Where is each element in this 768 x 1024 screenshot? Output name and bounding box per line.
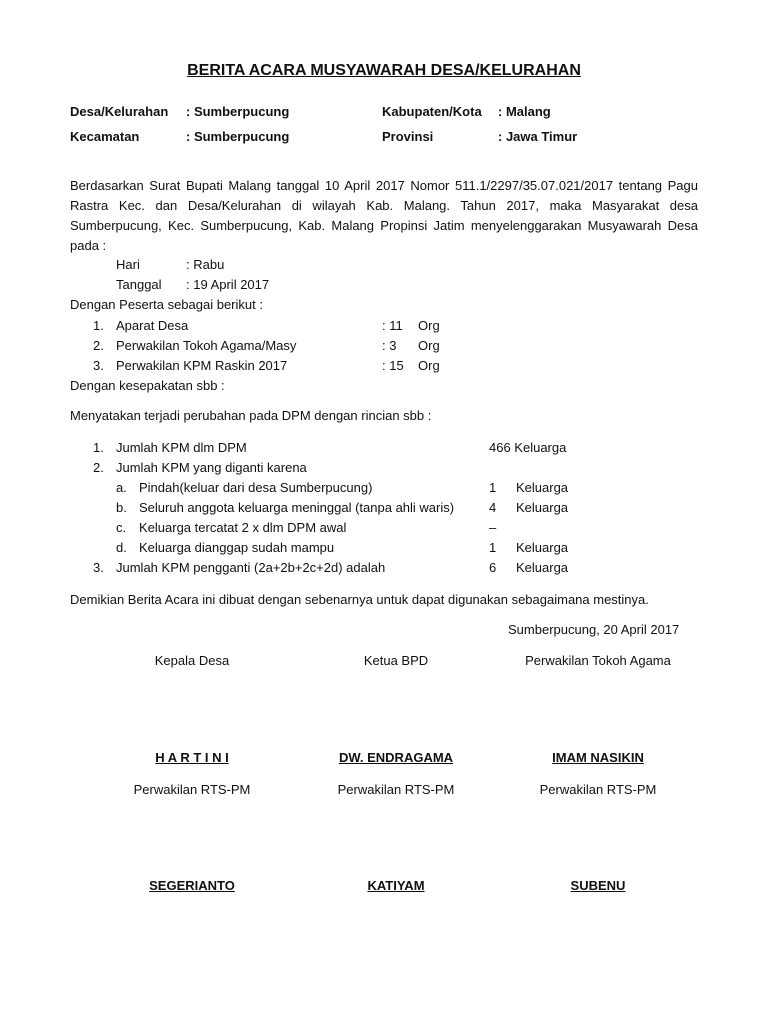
signatory-role: Perwakilan RTS-PM (133, 782, 251, 797)
signatory-name: SEGERIANTO (149, 878, 235, 893)
rincian-label: Jumlah KPM dlm DPM (116, 440, 247, 455)
peserta-unit: Org (418, 318, 440, 333)
peserta-label: Aparat Desa (116, 318, 189, 333)
peserta-label: Perwakilan KPM Raskin 2017 (116, 358, 288, 373)
hari-label: Hari (116, 257, 140, 272)
rincian-value: 6 (489, 560, 497, 575)
rincian-number: 2. (93, 460, 104, 475)
rincian-label: Jumlah KPM yang diganti karena (116, 460, 307, 475)
signatory-name: SUBENU (570, 878, 626, 893)
peserta-unit: Org (418, 358, 440, 373)
signatory-name: H A R T I N I (155, 750, 229, 765)
kabupaten-label: Kabupaten/Kota (382, 104, 482, 119)
provinsi-value: : Jawa Timur (498, 129, 578, 144)
sub-label: Pindah(keluar dari desa Sumberpucung) (139, 480, 373, 495)
kabupaten-value: : Malang (498, 104, 551, 119)
signatory-role: Perwakilan RTS-PM (539, 782, 657, 797)
sub-label: Keluarga dianggap sudah mampu (139, 540, 335, 555)
provinsi-label: Provinsi (382, 129, 434, 144)
signatory-name: KATIYAM (367, 878, 425, 893)
peserta-count: : 11 (382, 318, 403, 333)
peserta-number: 1. (93, 318, 104, 333)
rincian-label: Jumlah KPM pengganti (2a+2b+2c+2d) adalah (116, 560, 386, 575)
sub-value: – (489, 520, 497, 535)
tanggal-label: Tanggal (116, 277, 162, 292)
peserta-count: : 3 (382, 338, 397, 353)
peserta-label: Perwakilan Tokoh Agama/Masy (116, 338, 297, 353)
rincian-number: 1. (93, 440, 104, 455)
hari-value: : Rabu (186, 257, 225, 272)
sub-value: 1 (489, 540, 497, 555)
sub-unit: Keluarga (516, 540, 569, 555)
peserta-heading: Dengan Peserta sebagai berikut : (70, 297, 263, 312)
closing-statement: Demikian Berita Acara ini dibuat dengan sebenarnya untuk dapat digunakan sebagaimana mestinya. (70, 592, 649, 607)
signatory-name: IMAM NASIKIN (552, 750, 644, 765)
sub-number: a. (116, 480, 127, 495)
rincian-unit: Keluarga (516, 560, 569, 575)
peserta-count: : 15 (382, 358, 404, 373)
signatory-role: Perwakilan Tokoh Agama (525, 653, 671, 668)
kecamatan-label: Kecamatan (70, 129, 140, 144)
sub-number: b. (116, 500, 127, 515)
place-date: Sumberpucung, 20 April 2017 (508, 622, 680, 637)
tanggal-value: : 19 April 2017 (186, 277, 270, 292)
kecamatan-value: : Sumberpucung (186, 129, 290, 144)
rincian-number: 3. (93, 560, 104, 575)
kesepakatan-text: Dengan kesepakatan sbb : (70, 378, 225, 393)
sub-value: 4 (489, 500, 497, 515)
desa-label: Desa/Kelurahan (70, 104, 169, 119)
signatory-role: Perwakilan RTS-PM (337, 782, 455, 797)
intro-paragraph: Berdasarkan Surat Bupati Malang tanggal 10 April 2017 Nomor 511.1/2297/35.07.021/2017 tentang Pagu Rastra Kec. dan Desa/Kelurahan di wilayah Kab. Malang. Tahun 2017, maka Masyarakat desa Sumberpucung, Kec. Sumberpucung, Kab. Malang Propinsi Jatim menyelenggarakan Musyawarah Desa pada : (70, 178, 698, 253)
peserta-number: 3. (93, 358, 104, 373)
rincian-value: 466 Keluarga (489, 440, 567, 455)
peserta-number: 2. (93, 338, 104, 353)
sub-value: 1 (489, 480, 497, 495)
peserta-unit: Org (418, 338, 440, 353)
sub-unit: Keluarga (516, 480, 569, 495)
menyatakan-text: Menyatakan terjadi perubahan pada DPM dengan rincian sbb : (70, 408, 432, 423)
desa-value: : Sumberpucung (186, 104, 290, 119)
sub-unit: Keluarga (516, 500, 569, 515)
sub-label: Seluruh anggota keluarga meninggal (tanpa ahli waris) (139, 500, 455, 515)
signatory-role: Ketua BPD (363, 653, 429, 668)
sub-number: c. (116, 520, 127, 535)
sub-number: d. (116, 540, 127, 555)
signatory-role: Kepala Desa (154, 653, 230, 668)
signatory-name: DW. ENDRAGAMA (338, 750, 454, 765)
sub-label: Keluarga tercatat 2 x dlm DPM awal (139, 520, 347, 535)
document-title: BERITA ACARA MUSYAWARAH DESA/KELURAHAN (187, 62, 581, 79)
